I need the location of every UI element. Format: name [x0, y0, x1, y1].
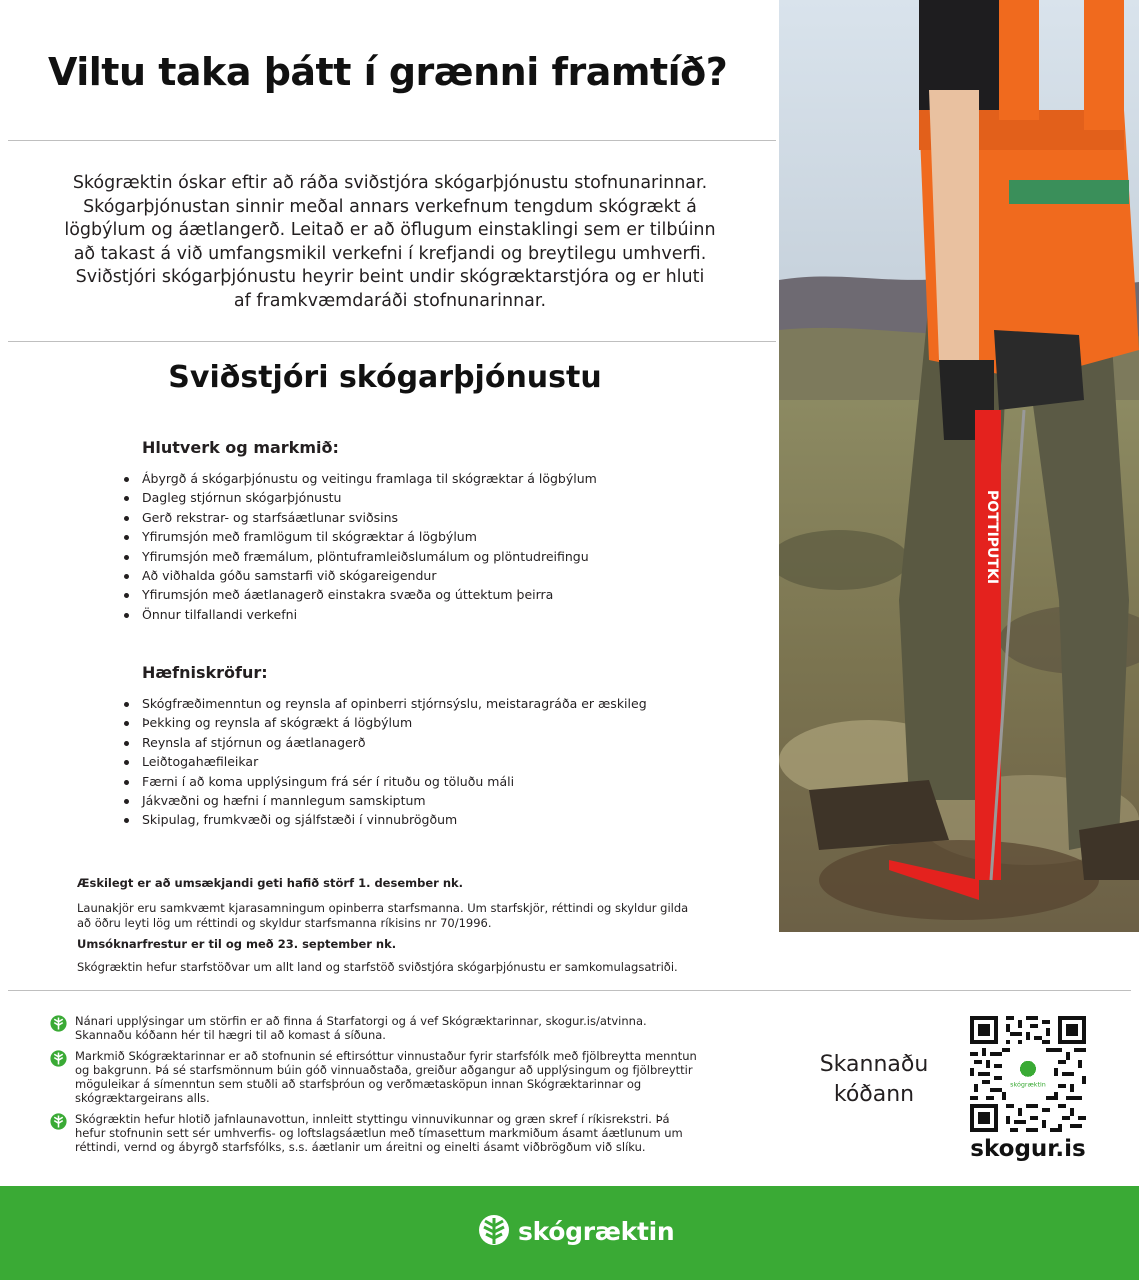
list-item: Skógfræðimenntun og reynsla af opinberri stjórnsýslu, meistaragráða er æskileg [124, 694, 724, 713]
info-line: Markmið Skógræktarinnar er að stofnunin sé eftirsóttur vinnustaður fyrir starfsfólk með fjölbreytta menntun [75, 1048, 697, 1063]
leaf-icon [50, 1050, 67, 1067]
list-item: Þekking og reynsla af skógrækt á lögbýlum [124, 713, 724, 732]
divider-top [8, 140, 776, 141]
info-section [50, 1014, 722, 1161]
qualifications-heading: Hæfniskröfur: [142, 663, 268, 682]
list-item: Yfirumsjón með fræmálum, plöntuframleiðslumálum og plöntudreifingu [124, 547, 724, 566]
list-item: Yfirumsjón með áætlanagerð einstakra svæða og úttektum þeirra [124, 585, 724, 604]
intro-line: af framkvæmdaráði stofnunarinnar. [233, 290, 547, 311]
info-item [50, 1014, 722, 1043]
worker-photo [779, 0, 1139, 932]
deadline-note: Umsóknarfrestur er til og með 23. september nk. [77, 937, 397, 951]
intro-line: Skógarþjónustan sinnir meðal annars verkefnum tengdum skógrækt á [83, 196, 697, 217]
divider-bottom [8, 990, 1131, 991]
list-item: Ábyrgð á skógarþjónustu og veitingu framlaga til skógræktar á lögbýlum [124, 469, 724, 488]
info-line: Skannaðu kóðann hér til hægri til að komast á síðuna. [75, 1028, 386, 1043]
info-line: Skógræktin hefur hlotið jafnlaunavottun, innleitt styttingu vinnuvikunnar og græn skref í ríkisrekstri. Þá [75, 1111, 670, 1126]
site-url[interactable]: skogur.is [970, 1136, 1086, 1162]
intro-line: að takast á við umfangsmikil verkefni í krefjandi og breytilegu umhverfi. [73, 243, 707, 264]
salary-line: að öðru leyti lög um réttindi og skyldur starfsmanna ríkisins nr 70/1996. [77, 916, 492, 930]
salary-line: Launakjör eru samkvæmt kjarasamningum opinberra starfsmanna. Um starfskjör, réttindi og skyldur gilda [77, 901, 689, 915]
responsibilities-heading: Hlutverk og markmið: [142, 438, 339, 457]
location-note: Skógræktin hefur starfstöðvar um allt land og starfstöð sviðstjóra skógarþjónustu er samkomulagsatriði. [77, 960, 678, 974]
list-item: Önnur tilfallandi verkefni [124, 605, 724, 624]
brand-logo [478, 1214, 674, 1248]
qr-code[interactable] [970, 1016, 1086, 1132]
list-item: Dagleg stjórnun skógarþjónustu [124, 488, 724, 507]
terms-notes [77, 876, 727, 981]
info-line: Nánari upplýsingar um störfin er að finna á Starfatorgi og á vef Skógræktarinnar, skogur.is/atvinna. [75, 1014, 647, 1028]
page-title: Viltu taka þátt í grænni framtíð? [48, 50, 728, 94]
scan-line: Skannaðu [819, 1052, 929, 1077]
tool-label: POTTIPUTKI [984, 490, 1000, 585]
salary-note [77, 901, 727, 931]
intro-line: Skógræktin óskar eftir að ráða sviðstjóra skógarþjónustu stofnunarinnar. [72, 173, 708, 193]
start-date-note: Æskilegt er að umsækjandi geti hafið störf 1. desember nk. [77, 876, 464, 890]
qr-logo-icon [1020, 1061, 1036, 1077]
list-item: Reynsla af stjórnun og áætlanagerð [124, 733, 724, 752]
scan-prompt [800, 1050, 948, 1110]
list-item: Skipulag, frumkvæði og sjálfstæði í vinnubrögðum [124, 810, 724, 829]
qualifications-list [124, 694, 724, 830]
info-line: skógræktargeirans alls. [75, 1091, 210, 1106]
list-item: Að viðhalda góðu samstarfi við skógareigendur [124, 566, 724, 585]
info-line: hefur stofnunin sett sér umhverfis- og loftslagsáætlun með tímasettum markmiðum ásamt áætlunum um [75, 1126, 683, 1141]
worker-photo-illustration [779, 0, 1139, 932]
responsibilities-list [124, 469, 724, 624]
list-item: Yfirumsjón með framlögum til skógræktar á lögbýlum [124, 527, 724, 546]
list-item: Jákvæðni og hæfni í mannlegum samskiptum [124, 791, 724, 810]
leaf-icon [50, 1113, 67, 1130]
tree-logo-icon [478, 1214, 510, 1248]
list-item: Leiðtogahæfileikar [124, 752, 724, 771]
brand-name: skógræktin [518, 1216, 675, 1246]
intro-line: Sviðstjóri skógarþjónustu heyrir beint undir skógræktarstjóra og er hluti [75, 267, 705, 287]
intro-paragraph [20, 172, 760, 313]
info-line: réttindi, vernd og ábyrgð starfsfólks, s.s. áætlanir um áreitni og einelti ásamt viðbrögðum við slíku. [75, 1140, 646, 1155]
job-title: Sviðstjóri skógarþjónustu [168, 360, 602, 395]
info-item [50, 1112, 722, 1155]
scan-line: kóðann [833, 1082, 915, 1107]
info-line: og bakgrunn. Þá sé starfsmönnum búin góð vinnuaðstaða, greiður aðgangur að upplýsingum og fjölbreyttir [75, 1062, 693, 1077]
intro-line: lögbýlum og áætlangerð. Leitað er að öflugum einstaklingi sem er tilbúinn [64, 220, 716, 240]
info-item [50, 1049, 722, 1106]
divider-middle [8, 341, 776, 342]
list-item: Gerð rekstrar- og starfsáætlunar sviðsins [124, 508, 724, 527]
info-line: möguleikar á símenntun sem stuðli að starfsþróun og verðmætasköpun innan Skógræktarinnar og [75, 1077, 642, 1092]
list-item: Færni í að koma upplýsingum frá sér í rituðu og töluðu máli [124, 772, 724, 791]
qr-logo-text: skógræktin [1010, 1080, 1046, 1089]
leaf-icon [50, 1015, 67, 1032]
